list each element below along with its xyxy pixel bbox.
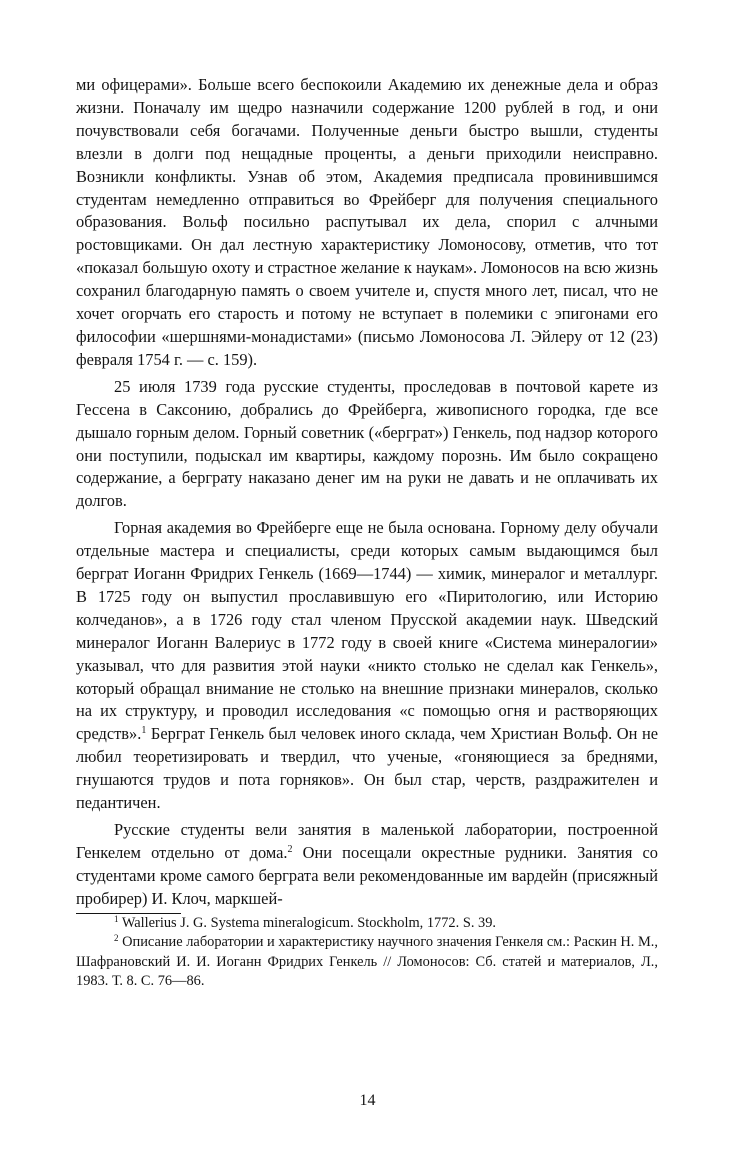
footnote-mark-2: 2	[114, 933, 119, 944]
footnote-1-text: Wallerius J. G. Systema mineralogicum. Stockholm, 1772. S. 39.	[121, 914, 497, 931]
paragraph-3-text: Горная академия во Фрейберге еще не была основана. Горному делу обучали отдельные мастера и специалисты, среди которых самым выдающимся был берграт Иоганн Фридрих Генкель (1669—1744) — химик, минералог и металлург. В 1725 году он выпустил прославившую его «Пиритологию, или Историю колчеданов», а в 1726 году стал членом Прусской академии наук. Шведский минералог Иоганн Валериус в 1772 году в своей книге «Система минералогии» указывал, что для развития этой науки «никто столько не сделал как Генкель», который обращал внимание не столько на внешние признаки минералов, сколько на их структуру, и проводил исследования «с помощью огня и растворяющих средств».	[76, 518, 658, 744]
footnote-mark-1: 1	[114, 913, 119, 924]
paragraph-4-continued: Они посещали окрестные рудники. Занятия со студентами кроме самого берграта вели рекомендованные им вардейн (присяжный пробирер) И. Клоч, маркшей-	[76, 842, 658, 908]
paragraph-4-text: Русские студенты вели занятия в маленькой лаборатории, построенной Генкелем отдельно от дома.	[76, 820, 658, 862]
paragraph-3-continued: Берграт Генкель был человек иного склада, чем Христиан Вольф. Он не любил теоретизировать и твердил, что ученые, «гоняющиеся за бреднями, гнушаются трудов и пота горняков». Он был стар, черств, раздражителен и педантичен.	[76, 724, 658, 813]
paragraph-1: ми офицерами». Больше всего беспокоили Академию их денежные дела и образ жизни. Поначалу им щедро назначили содержание 1200 рублей в год, и они почувствовали себя богачами. Полученные деньги быстро вышли, студенты влезли в долги под нещадные проценты, а деньги приходили неисправно. Возникли конфликты. Узнав об этом, Академия предписала провинившимся студентам немедленно отправиться во Фрейберг для получения специального образования. Вольф посильно распутывал их дела, спорил с алчными ростовщиками. Он дал лестную характеристику Ломоносову, отметив, что тот «показал большую охоту и страстное желание к наукам». Ломоносов на всю жизнь сохранил благодарную память о своем учителе и, спустя много лет, писал, что не хочет огорчать его старость и потому не вступает в полемики с эпигонами его философии «шершнями-монадистами» (письмо Ломоносова Л. Эйлеру от 12 (23) февраля 1754 г. — с. 159).	[76, 75, 658, 369]
footnote-1	[76, 914, 658, 934]
paragraph-2: 25 июля 1739 года русские студенты, проследовав в почтовой карете из Гессена в Саксонию, добрались до Фрейберга, живописного городка, где все дышало горным делом. Горный советник («берграт») Генкель, под надзор которого они поступили, подыскал им квартиры, каждому порознь. Им было сокращено содержание, а берграту наказано денег им на руки не давать и не оплачивать их долгов.	[76, 376, 658, 511]
footnotes	[76, 914, 658, 992]
body-text	[76, 74, 658, 992]
page-number: 14	[359, 1092, 376, 1109]
paragraph-4	[76, 819, 658, 911]
footnote-2-text: Описание лаборатории и характеристику научного значения Генкеля см.: Раскин Н. М., Шафрановский И. И. Иоганн Фридрих Генкель // Ломоносов: Сб. статей и материалов, Л., 1983. Т. 8. С. 76—86.	[76, 934, 658, 990]
paragraph-3	[76, 517, 658, 815]
footnote-2	[76, 933, 658, 992]
footnote-ref-1[interactable]: 1	[141, 725, 147, 737]
footnote-ref-2[interactable]: 2	[287, 843, 293, 855]
